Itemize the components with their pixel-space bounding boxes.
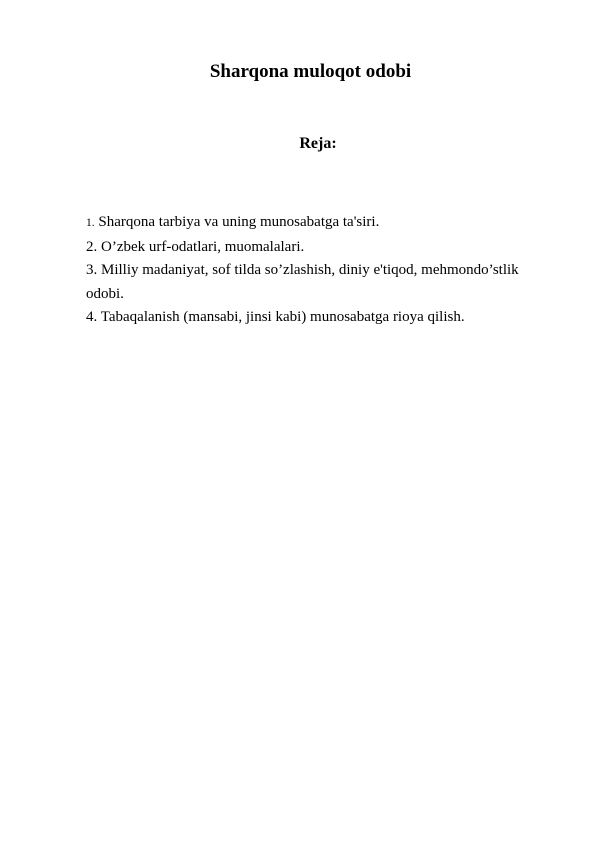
plan-item [86,236,556,260]
plan-item-number: 2. [86,238,98,255]
plan-item-text: O’zbek urf-odatlari, muomalalari. [101,238,305,255]
plan-item-number: 1. [86,217,95,229]
plan-item [86,211,556,236]
document-title: Sharqona muloqot odobi [209,61,412,82]
plan-item-number: 4. [86,309,98,325]
plan-item-text: Milliy madaniyat, sof tilda so’zlashish, diniy e'tiqod, mehmondo’stlik odobi. [86,262,519,302]
plan-item [86,259,556,306]
plan-item [86,306,556,330]
plan-item-text: Sharqona tarbiya va uning munosabatga ta'siri. [98,214,380,230]
plan-item-text: Tabaqalanish (mansabi, jinsi kabi) munosabatga rioya qilish. [100,309,465,325]
plan-item-number: 3. [86,262,98,278]
plan-heading: Reja: [299,135,337,153]
plan-list [86,211,556,330]
